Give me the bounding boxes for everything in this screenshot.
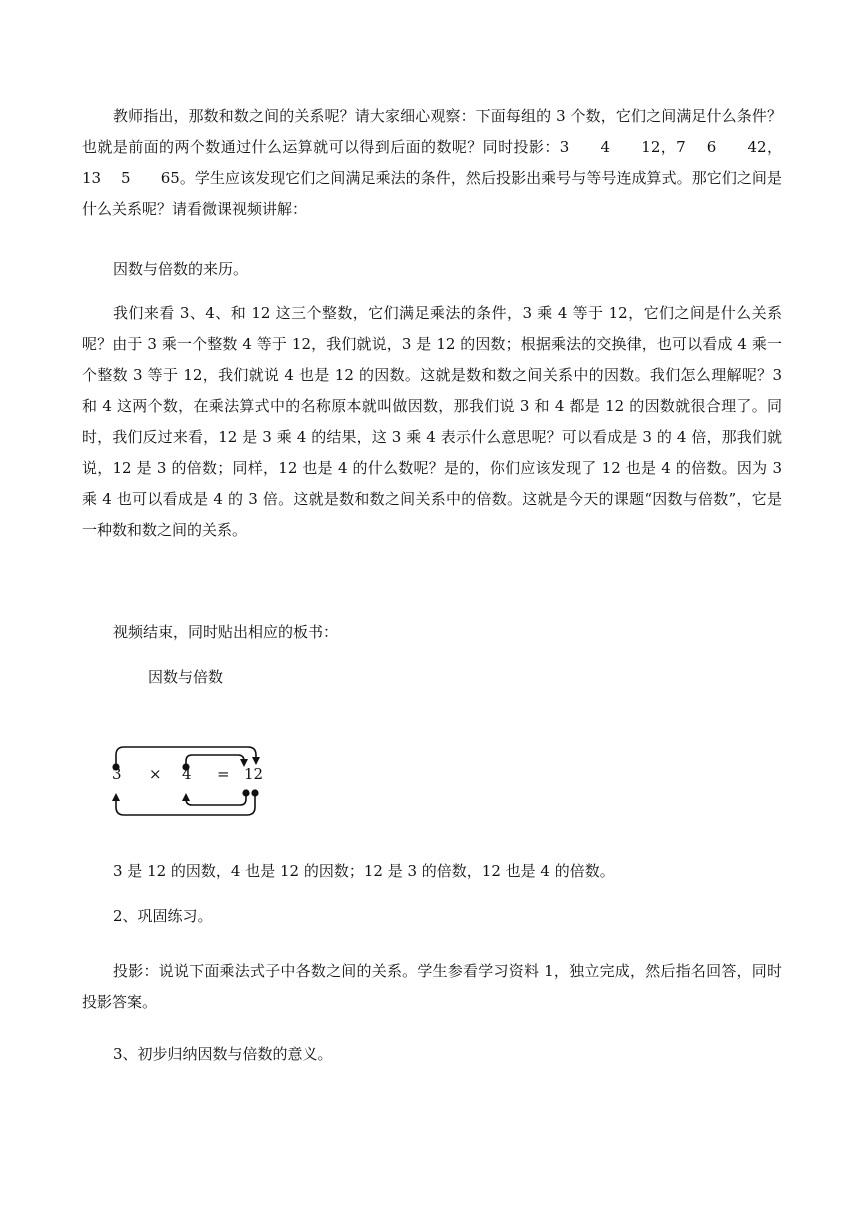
section-heading-practice: 2、巩固练习。 (113, 907, 213, 925)
equation-product-12: 12 (244, 765, 264, 783)
arrow-4-to-12 (186, 755, 244, 765)
blackboard-title: 因数与倍数 (148, 668, 224, 686)
equation-factor-4: 4 (182, 765, 192, 783)
paragraph-teacher-intro: 教师指出，那数和数之间的关系呢？请大家细心观察：下面每组的 3 个数，它们之间满足什么条件？也就是前面的两个数通过什么运算就可以得到后面的数呢？同时投影：3 4 12，7 6 42，13 5 65。学生应该发现它们之间满足乘法的条件，然后投影出乘号与等号连成算式。那它们之间是什么关系呢？请看微课视频讲解： (82, 107, 782, 218)
paragraph-origin-heading: 因数与倍数的来历。 (113, 260, 249, 278)
paragraph-conclusion: 3 是 12 的因数，4 也是 12 的因数；12 是 3 的倍数，12 也是 4 的倍数。 (113, 862, 615, 880)
section-heading-summary: 3、初步归纳因数与倍数的意义。 (113, 1045, 333, 1063)
paragraph-practice-instructions: 投影：说说下面乘法式子中各数之间的关系。学生参看学习资料 1，独立完成，然后指名回答，同时投影答案。 (82, 962, 782, 1011)
factor-multiple-diagram (104, 735, 284, 825)
arrow-12-to-4 (186, 793, 246, 805)
equation-factor-3: 3 (112, 765, 122, 783)
paragraph-video-end: 视频结束，同时贴出相应的板书： (113, 623, 339, 641)
paragraph-video-explanation: 我们来看 3、4、和 12 这三个整数，它们满足乘法的条件，3 乘 4 等于 12，它们之间是什么关系呢？由于 3 乘一个整数 4 等于 12，我们就说，3 是 12 的因数；根据乘法的交换律，也可以看成 4 乘一个整数 3 等于 12，我们就说 4 也是 12 的因数。这就是数和数之间关系中的因数。我们怎么理解呢？3 和 4 这两个数，在乘法算式中的名称原本就叫做因数，那我们说 3 和 4 都是 12 的因数就很合理了。同时，我们反过来看，12 是 3 乘 4 的结果，这 3 乘 4 表示什么意思呢？可以看成是 3 的 4 倍，那我们就说，12 是 3 的倍数；同样，12 也是 4 的什么数呢？是的，你们应该发现了 12 也是 4 的倍数。因为 3 乘 4 也可以看成是 4 的 3 倍。这就是数和数之间关系中的倍数。这就是今天的课题“因数与倍数”，它是一种数和数之间的关系。 (82, 304, 787, 539)
equation-equals-sign: = (217, 765, 230, 783)
equation-times-sign: × (149, 765, 162, 783)
arrow-12-to-3 (116, 793, 255, 815)
dot-12-bottom-outer (251, 789, 258, 796)
dot-12-bottom-inner (242, 789, 249, 796)
